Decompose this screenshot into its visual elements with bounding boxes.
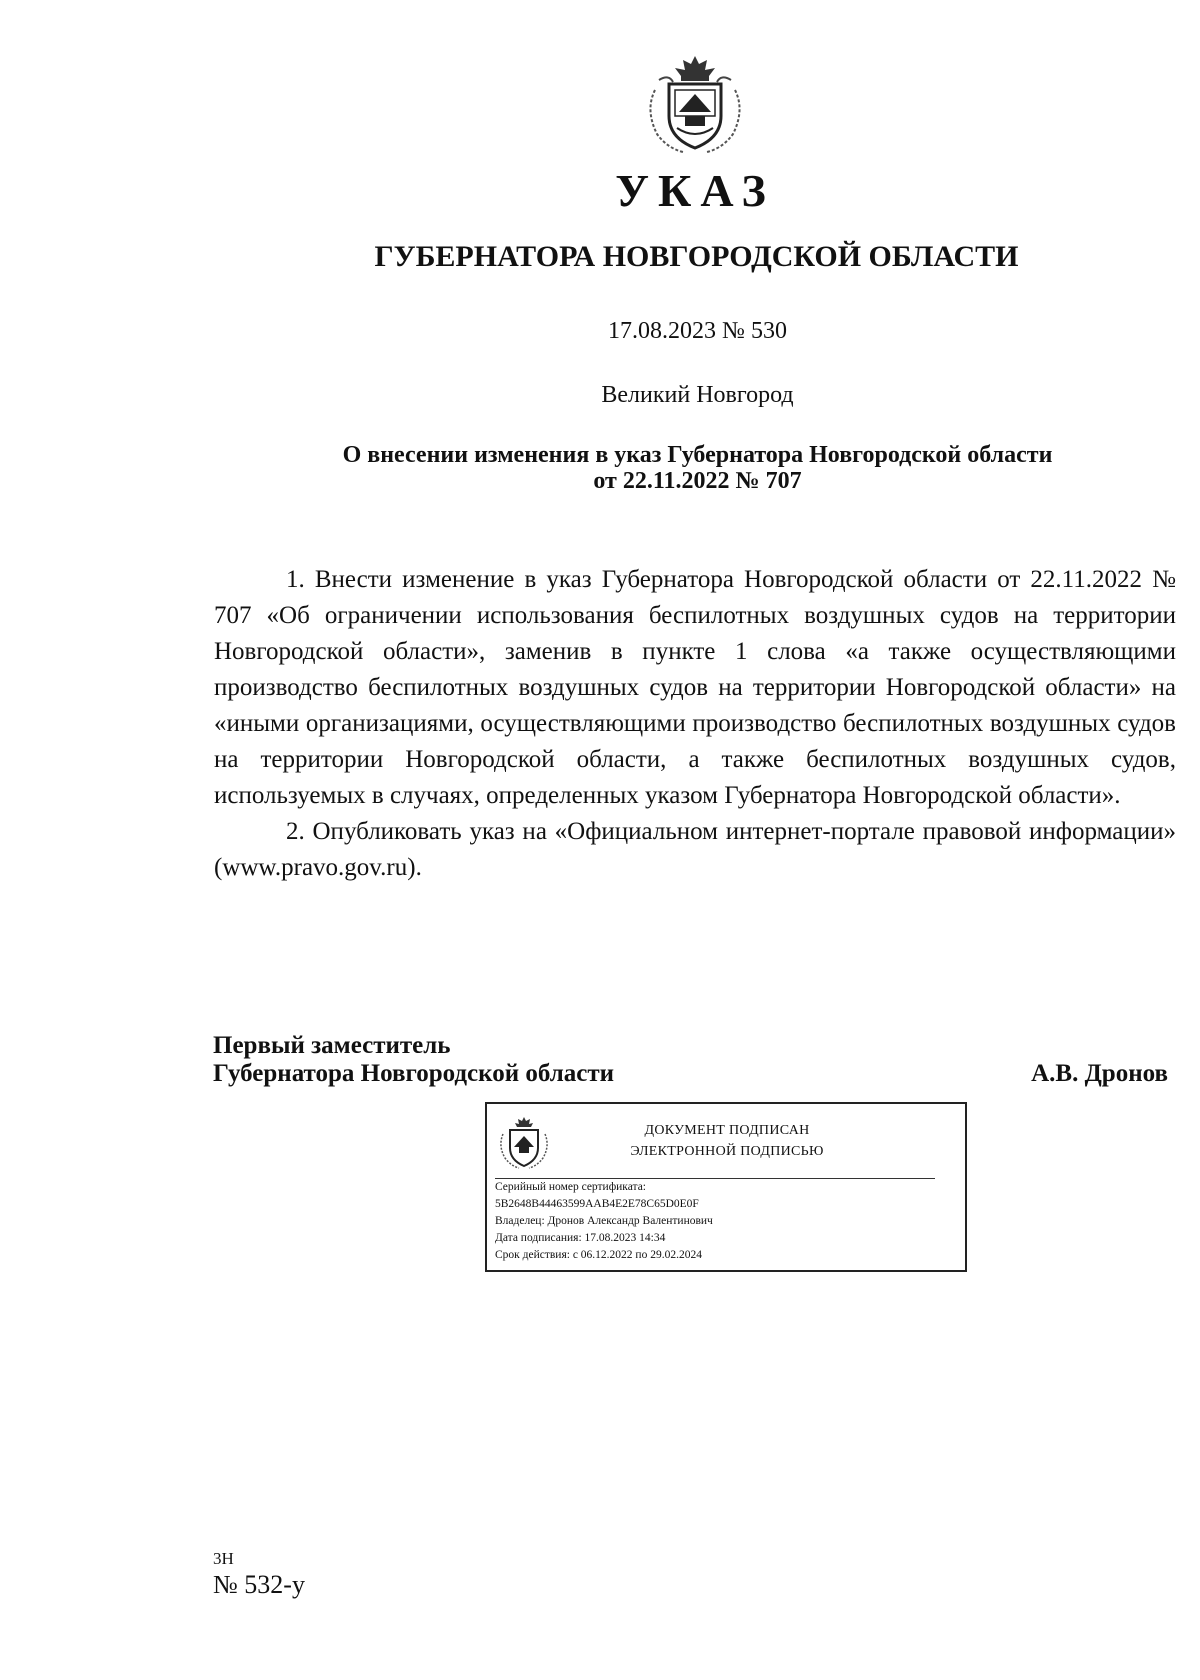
stamp-heading-line-1: ДОКУМЕНТ ПОДПИСАН xyxy=(644,1123,810,1138)
paragraph-2: 2. Опубликовать указ на «Официальном интернет-портале правовой информации» (www.pravo.gov.ru). xyxy=(214,818,1176,881)
document-heading xyxy=(0,442,1200,494)
signer-name: А.В. Дронов xyxy=(1031,1060,1168,1087)
stamp-cert-number: 5B2648B44463599AAB4E2E78C65D0E0F xyxy=(495,1198,699,1210)
coat-of-arms-icon xyxy=(639,50,751,158)
document-date-number: 17.08.2023 № 530 xyxy=(608,318,787,344)
footer-initials: 3Н xyxy=(213,1549,234,1568)
heading-line-1: О внесении изменения в указ Губернатора Новгородской области xyxy=(342,442,1053,468)
footer-registration-number: № 532-у xyxy=(213,1570,305,1599)
electronic-signature-stamp xyxy=(485,1102,967,1272)
stamp-cert-label: Серийный номер сертификата: xyxy=(495,1181,646,1193)
document-subtitle: ГУБЕРНАТОРА НОВГОРОДСКОЙ ОБЛАСТИ xyxy=(374,240,1019,273)
stamp-details xyxy=(495,1178,955,1264)
document-city: Великий Новгород xyxy=(601,382,794,408)
stamp-heading-line-2: ЭЛЕКТРОННОЙ ПОДПИСЬЮ xyxy=(630,1144,824,1159)
footer-registration xyxy=(213,1550,305,1602)
signer-title-line-1: Первый заместитель xyxy=(213,1032,451,1059)
stamp-owner: Владелец: Дронов Александр Валентинович xyxy=(495,1215,713,1227)
paragraph-1: 1. Внести изменение в указ Губернатора Новгородской области от 22.11.2022 № 707 «Об ограничении использования беспилотных воздушных судов на территории Новгородской области», заменив в пункте 1 слова «а также осуществляющими производство беспилотных воздушных судов на территории Новгородской области» на «иными организациями, осуществляющими производство беспилотных воздушных судов на территории Новгородской области, а также беспилотных воздушных судов, используемых в случаях, определенных указом Губернатора Новгородской области». xyxy=(214,566,1176,809)
stamp-validity: Срок действия: с 06.12.2022 по 29.02.2024 xyxy=(495,1249,702,1261)
heading-line-2: от 22.11.2022 № 707 xyxy=(593,468,802,494)
stamp-heading xyxy=(557,1120,897,1162)
signer-title-line-2: Губернатора Новгородской области xyxy=(213,1060,615,1087)
document-title: УКАЗ xyxy=(615,165,775,216)
signer-title xyxy=(213,1032,614,1088)
coat-of-arms-icon xyxy=(495,1114,553,1172)
document-body xyxy=(214,562,1176,886)
stamp-signed-date: Дата подписания: 17.08.2023 14:34 xyxy=(495,1232,666,1244)
